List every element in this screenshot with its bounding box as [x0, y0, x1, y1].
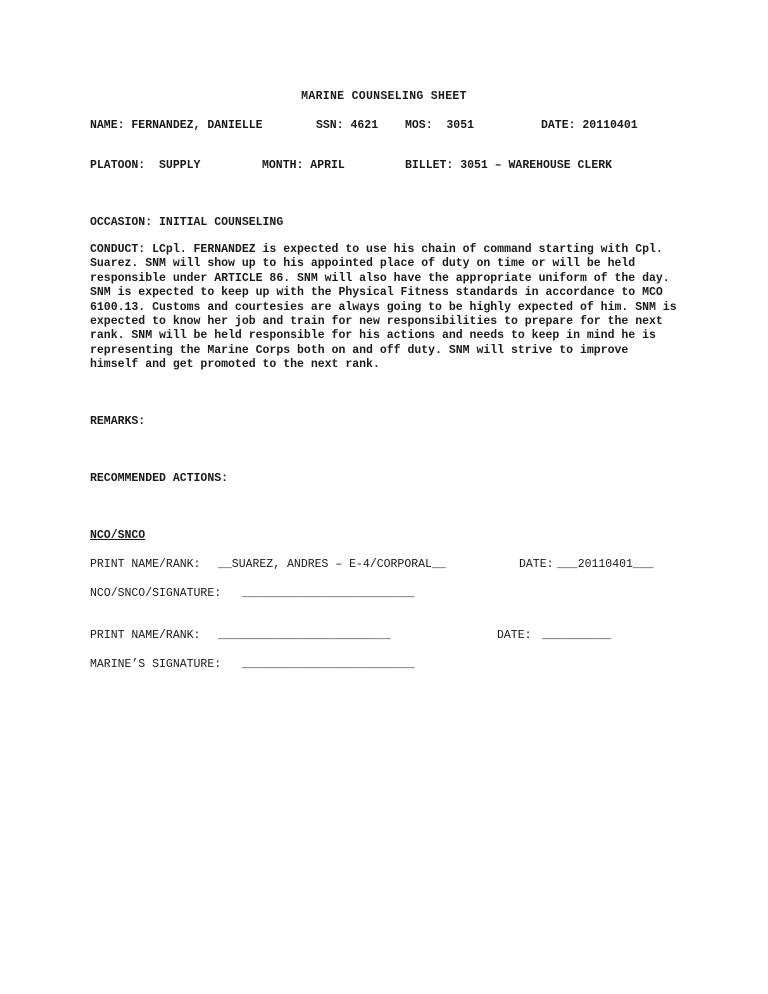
name-field: NAME: FERNANDEZ, DANIELLE: [90, 119, 263, 132]
billet-field: BILLET: 3051 – WAREHOUSE CLERK: [405, 159, 613, 172]
platoon-field: PLATOON: SUPPLY: [90, 159, 201, 172]
marine-signature-label: MARINE’S SIGNATURE:: [90, 658, 222, 671]
nco-date-value: ___20110401___: [557, 558, 654, 571]
page-title: MARINE COUNSELING SHEET: [301, 90, 467, 103]
marine-print-name-line: _________________________: [218, 629, 391, 642]
nco-snco-heading: NCO/SNCO: [90, 529, 146, 542]
nco-signature-line: _________________________: [242, 587, 415, 600]
nco-date-label: DATE:: [519, 558, 554, 571]
recommended-actions-label: RECOMMENDED ACTIONS:: [90, 472, 229, 485]
nco-signature-label: NCO/SNCO/SIGNATURE:: [90, 587, 222, 600]
remarks-label: REMARKS:: [90, 415, 146, 428]
marine-signature-line: _________________________: [242, 658, 415, 671]
marine-date-label: DATE:: [497, 629, 532, 642]
month-field: MONTH: APRIL: [262, 159, 345, 172]
ssn-field: SSN: 4621: [316, 119, 379, 132]
occasion-field: OCCASION: INITIAL COUNSELING: [90, 216, 284, 229]
date-field: DATE: 20110401: [541, 119, 638, 132]
marine-print-name-label: PRINT NAME/RANK:: [90, 629, 201, 642]
nco-print-name-label: PRINT NAME/RANK:: [90, 558, 201, 571]
conduct-paragraph: CONDUCT: LCpl. FERNANDEZ is expected to use his chain of command starting with Cpl. Suarez. SNM will show up to his appointed place of duty on time or will be held responsible under ARTICLE 86. SNM will also have the appropriate uniform of the day. SNM is expected to keep up with the Physical Fitness standards in accordance to MCO 6100.13. Customs and courtesies are always going to be highly expected of him. SNM is expected to know her job and train for new responsibilities to prepare for the next rank. SNM will be held responsible for his actions and needs to keep in mind he is representing the Marine Corps both on and off duty. SNM will strive to improve himself and get promoted to the next rank.: [90, 243, 677, 372]
nco-print-name-value: __SUAREZ, ANDRES – E-4/CORPORAL__: [218, 558, 446, 571]
mos-field: MOS: 3051: [405, 119, 475, 132]
marine-date-line: __________: [542, 629, 612, 642]
